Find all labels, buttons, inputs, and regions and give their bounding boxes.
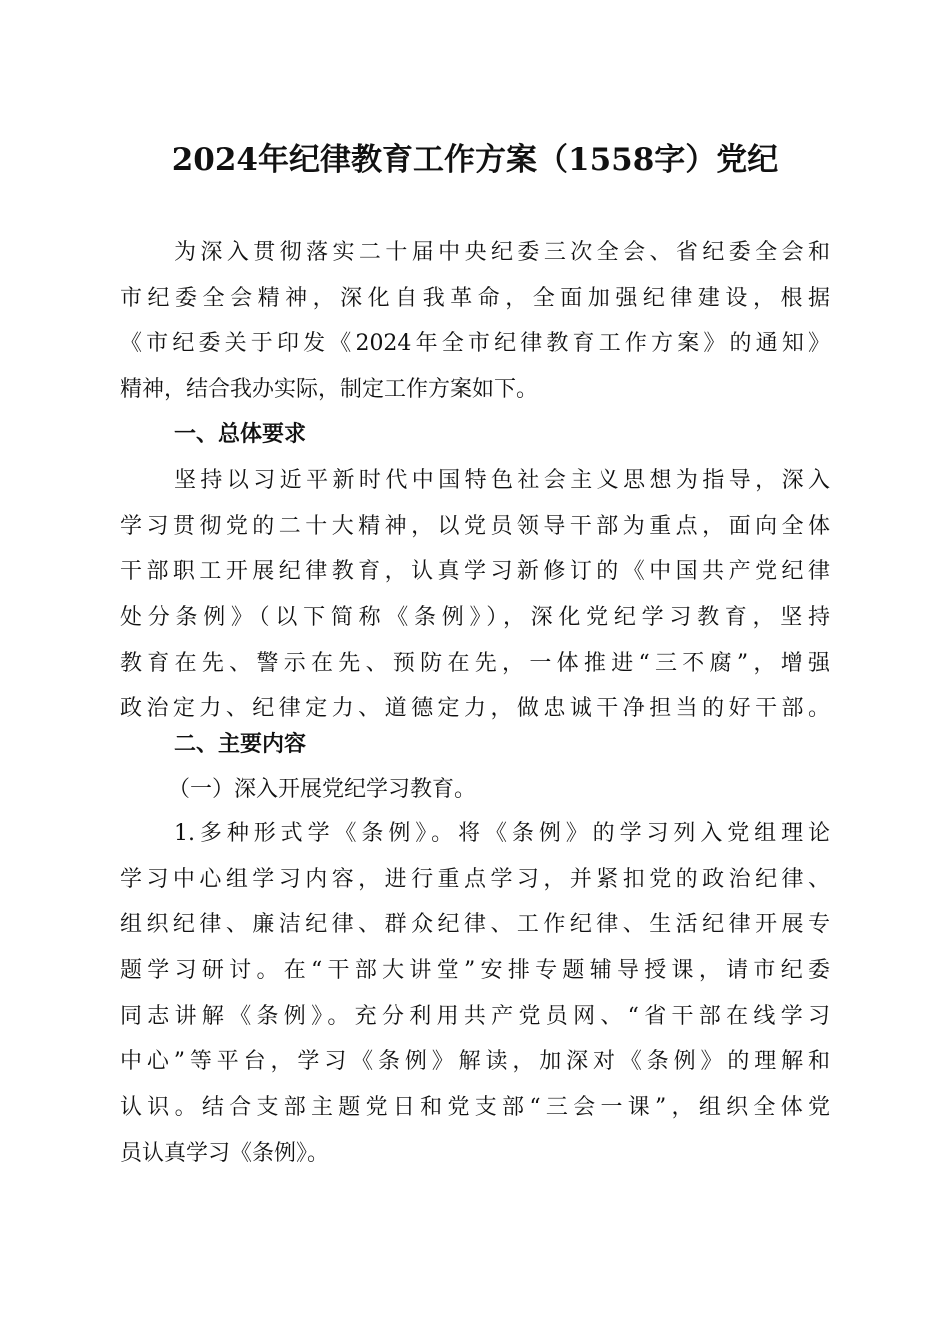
text-line: 《市纪委关于印发《2024年全市纪律教育工作方案》的通知》 xyxy=(120,331,830,357)
text-line: 干部职工开展纪律教育，认真学习新修订的《中国共产党纪律 xyxy=(120,559,830,585)
section-heading: 一、总体要求 xyxy=(174,421,307,447)
section1-paragraph xyxy=(120,458,830,732)
text-line: 组织纪律、廉洁纪律、群众纪律、工作纪律、生活纪律开展专 xyxy=(120,912,830,938)
text-line: 题学习研讨。在“干部大讲堂”安排专题辅导授课，请市纪委 xyxy=(120,958,830,984)
text-line: 精神，结合我办实际，制定工作方案如下。 xyxy=(120,377,539,403)
text-line: 处分条例》（以下简称《条例》），深化党纪学习教育，坚持 xyxy=(120,605,830,631)
text-line: 员认真学习《条例》。 xyxy=(120,1140,330,1166)
document-title: 2024年纪律教育工作方案（1558字）党纪 xyxy=(171,142,779,178)
text-line: 认识。结合支部主题党日和党支部“三会一课”，组织全体党 xyxy=(120,1095,830,1121)
subsection-heading: （一）深入开展党纪学习教育。 xyxy=(168,777,477,802)
text-line: 教育在先、警示在先、预防在先，一体推进“三不腐”，增强 xyxy=(120,650,830,676)
text-line: 政治定力、纪律定力、道德定力，做忠诚干净担当的好干部。 xyxy=(120,696,830,722)
text-line: 中心”等平台，学习《条例》解读，加深对《条例》的理解和 xyxy=(120,1049,830,1075)
text-line: 为深入贯彻落实二十届中央纪委三次全会、省纪委全会和 xyxy=(174,240,830,265)
text-line: 学习贯彻党的二十大精神，以党员领导干部为重点，面向全体 xyxy=(120,513,830,539)
section-heading: 二、主要内容 xyxy=(174,731,307,757)
text-line: 坚持以习近平新时代中国特色社会主义思想为指导，深入 xyxy=(174,468,830,493)
text-line: 同志讲解《条例》。充分利用共产党员网、“省干部在线学习 xyxy=(120,1003,830,1029)
text-line: 市纪委全会精神，深化自我革命，全面加强纪律建设，根据 xyxy=(120,285,830,311)
text-line: 1.多种形式学《条例》。将《条例》的学习列入党组理论 xyxy=(174,821,830,846)
intro-paragraph xyxy=(120,230,830,413)
item1-paragraph xyxy=(120,811,830,1177)
text-line: 学习中心组学习内容，进行重点学习，并紧扣党的政治纪律、 xyxy=(120,866,830,892)
